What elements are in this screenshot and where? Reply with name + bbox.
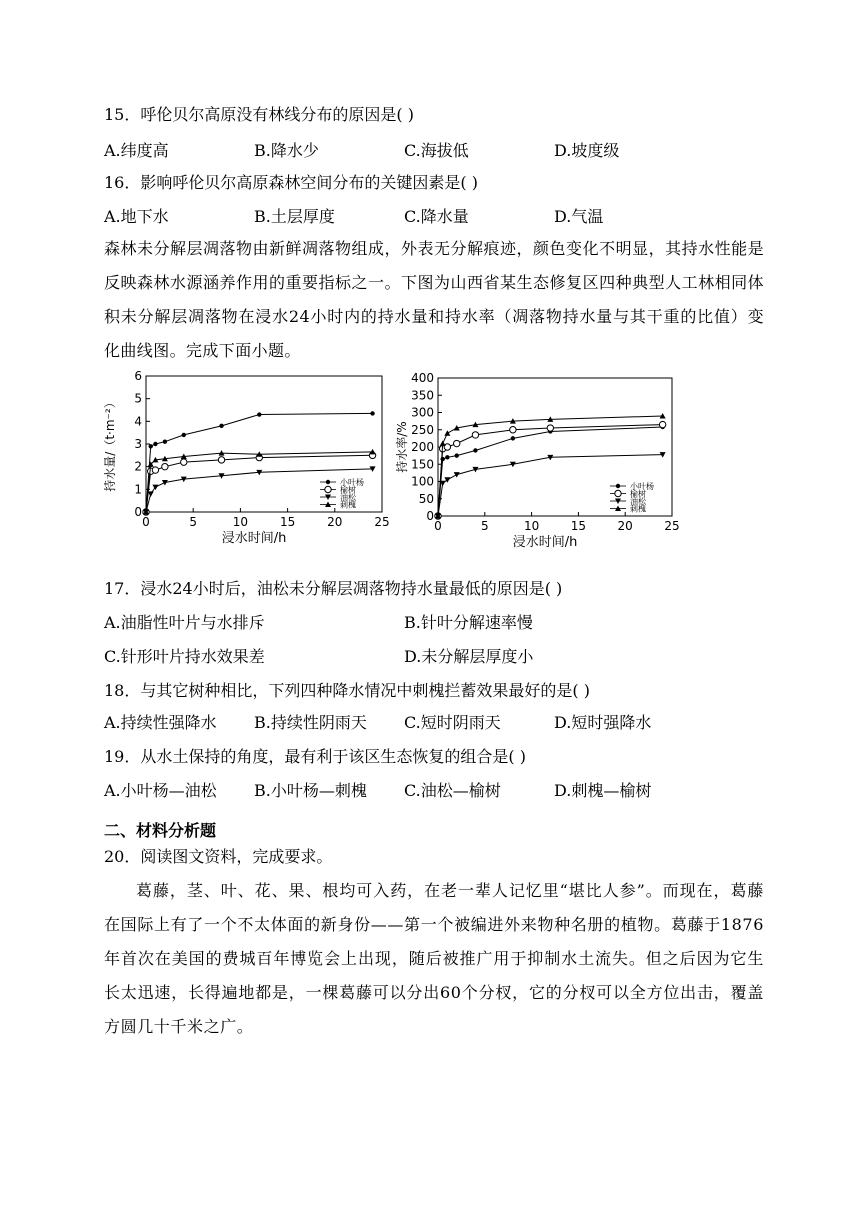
- y-tick-label: 50: [418, 491, 434, 506]
- question-18-stem: 18．与其它树种相比，下列四种降水情况中刺槐拦蓄效果最好的是( ): [104, 681, 590, 700]
- y-tick-label: 6: [134, 369, 142, 383]
- passage-litter: 森林未分解层凋落物由新鲜凋落物组成，外表无分解痕迹，颜色变化不明显，其持水性能是反映森林水源涵养作用的重要指标之一。下图为山西省某生态修复区四种典型人工林相同体积未分解层凋落物在浸水24小时内的持水量和持水率（凋落物持水量与其干重的比值）变化曲线图。完成下面小题。: [104, 239, 764, 360]
- q16-option-b[interactable]: B.土层厚度: [254, 207, 335, 226]
- charts-figure: [100, 368, 680, 568]
- y-tick-label: 3: [134, 437, 142, 451]
- data-point: [444, 430, 450, 436]
- y-tick-label: 100: [411, 474, 434, 489]
- y-tick-label: 300: [411, 405, 434, 420]
- q18-option-b[interactable]: B.持续性阴雨天: [254, 713, 367, 732]
- q16-option-c[interactable]: C.降水量: [404, 207, 469, 226]
- q19-option-c[interactable]: C.油松—榆树: [404, 781, 501, 800]
- q18-option-a[interactable]: A.持续性强降水: [104, 713, 217, 732]
- legend-label: 油松: [630, 497, 646, 506]
- x-tick-label: 0: [434, 519, 442, 533]
- x-tick-label: 25: [664, 519, 680, 533]
- passage-kudzu: 葛藤，茎、叶、花、果、根均可入药，在老一辈人记忆里“堪比人参”。而现在，葛藤在国际上有了一个不太体面的新身份——第一个被编进外来物种名册的植物。葛藤于1876年首次在美国的费城百年博览会上出现，随后被推广用于抑制水土流失。但之后因为它生长太迅速，长得遍地都是，一棵葛藤可以分出60个分杈，它的分杈可以全方位出击，覆盖方圆几十千米之广。: [104, 881, 764, 1036]
- x-axis-label: 浸水时间/h: [221, 531, 287, 546]
- data-point: [445, 455, 449, 459]
- series-line: [146, 469, 373, 512]
- q18-option-c[interactable]: C.短时阴雨天: [404, 713, 501, 732]
- y-tick-label: 0: [426, 509, 434, 523]
- data-point: [149, 444, 153, 448]
- question-15-stem: 15．呼伦贝尔高原没有林线分布的原因是( ): [104, 105, 414, 124]
- x-tick-label: 15: [279, 515, 296, 529]
- y-tick-label: 0: [134, 505, 142, 519]
- q19-option-d[interactable]: D.刺槐—榆树: [554, 781, 652, 800]
- data-point: [152, 467, 158, 473]
- data-point: [511, 436, 515, 440]
- q17-option-d[interactable]: D.未分解层厚度小: [404, 647, 534, 666]
- data-point: [153, 442, 157, 446]
- legend-label: 油松: [340, 493, 356, 502]
- x-tick-label: 0: [142, 515, 150, 529]
- data-point: [659, 421, 665, 427]
- q16-option-d[interactable]: D.气温: [554, 207, 604, 226]
- data-point: [162, 480, 168, 486]
- y-tick-label: 5: [134, 391, 142, 406]
- data-point: [454, 440, 460, 446]
- q17-option-b[interactable]: B.针叶分解速率慢: [404, 613, 533, 632]
- question-17-stem: 17．浸水24小时后，油松未分解层凋落物持水量最低的原因是( ): [104, 579, 563, 598]
- legend-label: 刺槐: [630, 504, 646, 514]
- data-point: [218, 457, 224, 463]
- data-point: [163, 440, 167, 444]
- question-20-stem: 20．阅读图文资料，完成要求。: [104, 847, 333, 866]
- question-16-stem: 16．影响呼伦贝尔高原森林空间分布的关键因素是( ): [104, 173, 478, 192]
- q18-option-d[interactable]: D.短时强降水: [554, 713, 652, 732]
- legend-marker: [325, 486, 331, 492]
- legend-label: 刺槐: [340, 500, 356, 510]
- y-tick-label: 400: [411, 371, 434, 385]
- legend-marker: [616, 484, 620, 488]
- y-tick-label: 200: [411, 440, 434, 454]
- data-point: [181, 459, 187, 465]
- data-point: [473, 448, 477, 452]
- chart-2: [394, 371, 680, 550]
- series-line: [438, 455, 663, 516]
- series-line: [438, 427, 663, 516]
- x-tick-label: 25: [374, 515, 390, 529]
- q15-option-d[interactable]: D.坡度级: [554, 141, 620, 160]
- data-point: [440, 441, 446, 447]
- legend-label: 榆树: [340, 485, 356, 495]
- legend: [320, 477, 364, 510]
- data-point: [182, 433, 186, 437]
- data-point: [370, 411, 374, 415]
- q16-option-a[interactable]: A.地下水: [104, 207, 169, 226]
- q19-option-a[interactable]: A.小叶杨—油松: [104, 781, 217, 800]
- legend-marker: [615, 490, 621, 496]
- legend-label: 小叶杨: [340, 478, 364, 487]
- y-axis-label: 持水率/%: [395, 421, 409, 473]
- y-axis-label: 持水量/（t·m⁻²）: [103, 396, 117, 492]
- data-point: [444, 444, 450, 450]
- legend: [610, 481, 654, 514]
- series-line: [146, 455, 373, 512]
- x-axis-label: 浸水时间/h: [512, 535, 578, 550]
- y-tick-label: 4: [134, 414, 142, 429]
- q15-option-a[interactable]: A.纬度高: [104, 141, 169, 160]
- x-tick-label: 15: [570, 519, 587, 533]
- legend-label: 榆树: [630, 489, 646, 499]
- x-tick-label: 5: [480, 519, 489, 533]
- data-point: [162, 463, 168, 469]
- legend-marker: [326, 480, 330, 484]
- x-tick-label: 20: [617, 519, 633, 533]
- data-point: [257, 412, 261, 416]
- q17-option-a[interactable]: A.油脂性叶片与水排斥: [104, 613, 265, 632]
- data-point: [510, 427, 516, 433]
- chart-1: [102, 369, 390, 546]
- y-tick-label: 150: [411, 457, 434, 472]
- q15-option-b[interactable]: B.降水少: [254, 141, 319, 160]
- question-19-stem: 19．从水土保持的角度，最有利于该区生态恢复的组合是( ): [104, 747, 526, 766]
- data-point: [472, 432, 478, 438]
- q17-option-c[interactable]: C.针形叶片持水效果差: [104, 647, 265, 666]
- legend-label: 小叶杨: [630, 482, 654, 491]
- data-point: [454, 472, 460, 478]
- data-point: [455, 453, 459, 457]
- y-tick-label: 2: [134, 459, 142, 474]
- y-tick-label: 250: [411, 422, 434, 437]
- x-tick-label: 20: [327, 515, 343, 529]
- data-point: [547, 425, 553, 431]
- data-point: [219, 424, 223, 428]
- y-tick-label: 350: [411, 388, 434, 403]
- q15-option-c[interactable]: C.海拔低: [404, 141, 469, 160]
- x-tick-label: 10: [523, 519, 540, 533]
- section-heading: 二、材料分析题: [104, 821, 217, 840]
- x-tick-label: 10: [232, 515, 249, 529]
- q19-option-b[interactable]: B.小叶杨—刺槐: [254, 781, 367, 800]
- y-tick-label: 1: [134, 482, 142, 497]
- data-point: [148, 491, 154, 497]
- x-tick-label: 5: [189, 515, 198, 529]
